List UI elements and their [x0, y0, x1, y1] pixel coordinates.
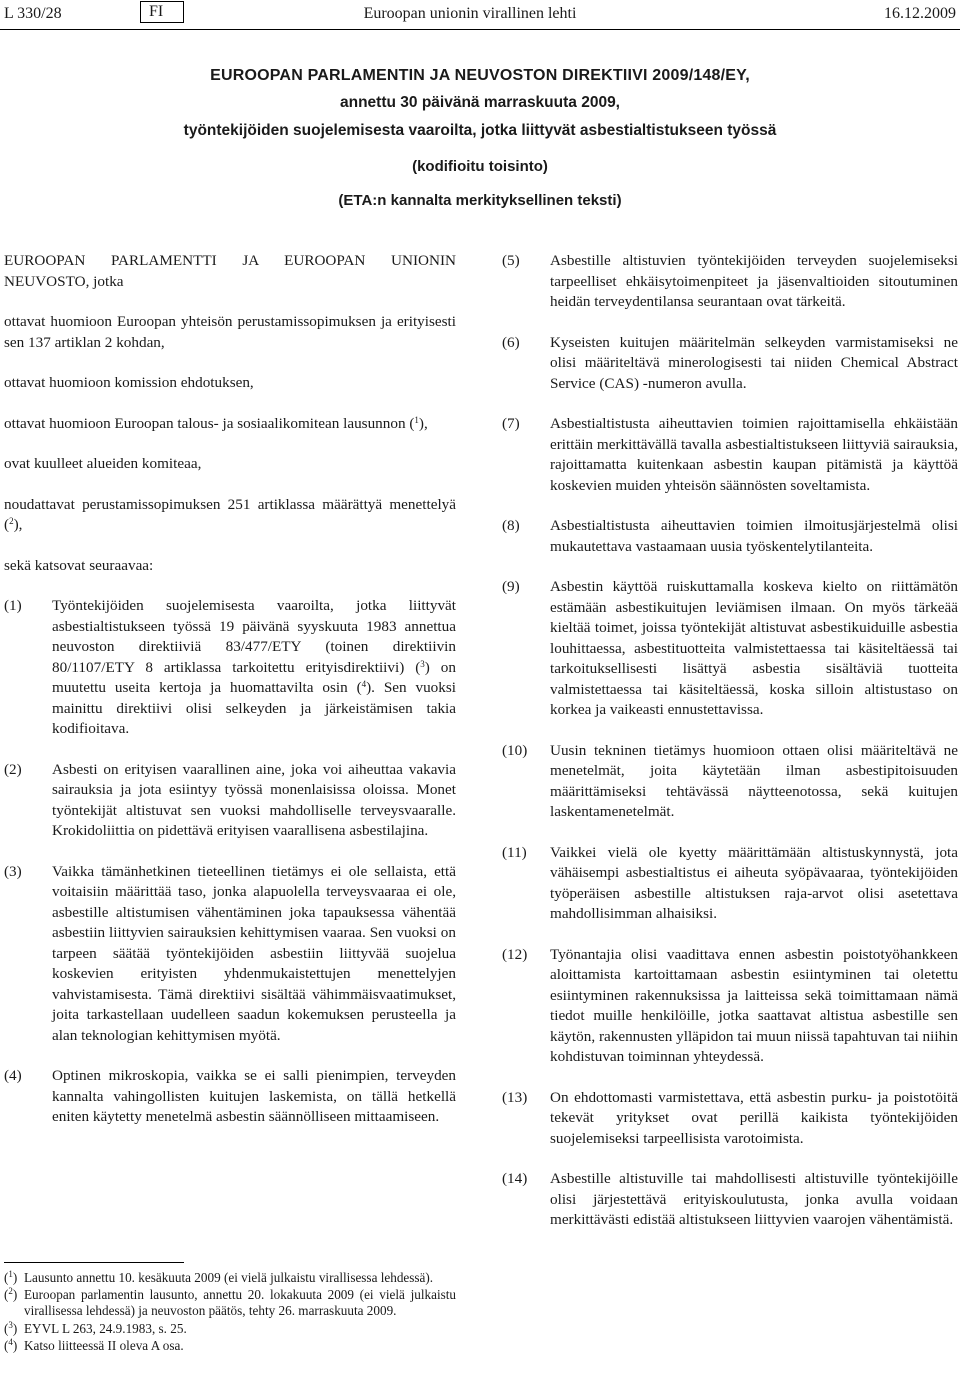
preamble-whereas: sekä katsovat seuraavaa: — [4, 556, 154, 574]
footnote-ref: 4 — [361, 679, 367, 689]
preamble-treaty: ottavat huomioon Euroopan yhteisön perustamissopimuksen ja erityisesti sen 137 artiklan 2 kohdan, — [4, 313, 456, 351]
language-code-box: FI — [140, 1, 184, 23]
recital-text: Kyseisten kuitujen määritelmän selkeyden varmistamiseksi ne olisi määriteltävä minerologisesti tai niiden Chemical Abstract Service (CAS) -numeron avulla. — [550, 333, 958, 392]
journal-header — [0, 0, 960, 30]
recital-number: (3) — [4, 862, 22, 880]
recital-text: Työntekijöiden suojelemisesta vaaroilta, jotka liittyvät asbestialtistukseen työssä 19 päivänä syyskuuta 1983 annettua neuvoston direktiiviä 83/477/ETY (toinen direktiivin 80/1107/ETY 8 artiklassa tarkoitettu erityisdirektiivi) ($^3$) on muutettu useita kertoja ja huomattavilta osin ($^4$). Sen vuoksi mainittu direktiivi olisi selkeyden ja järkeistämisen takia kodifioitava. — [52, 597, 456, 737]
recital-number: (4) — [4, 1067, 22, 1084]
recital-item — [502, 843, 958, 925]
recital-item — [502, 516, 958, 557]
recital-number: (14) — [502, 1170, 528, 1187]
codified-version-note: (kodifioitu toisinto) — [412, 158, 548, 175]
preamble-commission: ottavat huomioon komission ehdotuksen, — [4, 374, 254, 391]
footnote-number: 1 — [8, 1269, 13, 1279]
preamble-institutions: EUROOPAN PARLAMENTTI JA EUROOPAN UNIONIN NEUVOSTO, jotka — [4, 252, 456, 290]
recital-text: Asbestialtistusta aiheuttavien toimien ilmoitusjärjestelmä olisi mukautettava vastaamaan uusia työskentelytilanteita. — [550, 517, 958, 555]
recital-number: (7) — [502, 415, 520, 432]
footnote: ($^3$) EYVL L 263, 24.9.1983, s. 25. — [4, 1321, 456, 1337]
directive-title: EUROOPAN PARLAMENTIN JA NEUVOSTON DIREKTIIVI 2009/148/EY, — [210, 67, 750, 84]
footnote-text: EYVL L 263, 24.9.1983, s. 25. — [24, 1320, 187, 1336]
preamble-procedure: noudattavat perustamissopimuksen 251 artiklassa määrättyä menettelyä ($^2$), — [4, 495, 456, 533]
recital-text: On ehdottomasti varmistettava, että asbestin purku- ja poistotöitä tekevät yritykset ovat perillä kaikista työntekijöiden suojelemiseksi tarpeellisista varotoimista. — [550, 1088, 958, 1147]
recital-item — [4, 1066, 456, 1128]
footnote-number: 3 — [8, 1319, 13, 1330]
preamble-esc-opinion: ottavat huomioon Euroopan talous- ja sosiaalikomitean lausunnon ($^1$), — [4, 414, 428, 432]
directive-date: annettu 30 päivänä marraskuuta 2009, — [340, 94, 620, 111]
recital-number: (12) — [502, 945, 528, 963]
footnote-number: 4 — [8, 1336, 13, 1347]
footnote-text: Lausunto annettu 10. kesäkuuta 2009 (ei vielä julkaistu virallisessa lehdessä). — [24, 1270, 434, 1285]
document-title-block — [0, 64, 960, 215]
eea-relevance-note: (ETA:n kannalta merkityksellinen teksti) — [338, 192, 622, 209]
recital-item — [502, 741, 958, 823]
recital-item — [4, 760, 456, 842]
recital-text: Vaikkei vielä ole kyetty määrittämään altistuskynnystä, jota vähäisempi asbestialtistus ei aiheuta syöpävaaraa, työntekijöiden työperäisen asbestille altistuksen raja-arvot olisi asetettava mahdollisimman alhaisiksi. — [550, 843, 958, 922]
footnote-ref: 2 — [9, 516, 14, 526]
publication-date: 16.12.2009 — [884, 5, 956, 22]
recital-text: Asbesti on erityisen vaarallinen aine, joka voi aiheuttaa vakavia sairauksia ja jota esiintyy työssä monenlaisissa oloissa. Monet työntekijät altistuvat sen vuoksi mahdolliselle terveysvaaralle. Krokidoliittia on pidettävä erityisen vaarallisena asbestilajina. — [52, 760, 456, 839]
right-column — [502, 251, 958, 1251]
recital-number: (10) — [502, 741, 528, 759]
directive-subject: työntekijöiden suojelemisesta vaaroilta, jotka liittyvät asbestialtistukseen työssä — [183, 122, 777, 139]
recital-item — [502, 414, 958, 496]
footnote-ref: 3 — [420, 658, 425, 669]
footnote: ($^4$) Katso liitteessä II oleva A osa. — [4, 1338, 456, 1354]
recital-item — [502, 1088, 958, 1150]
preamble-regions: ovat kuulleet alueiden komiteaa, — [4, 455, 202, 472]
footnote-text: Euroopan parlamentin lausunto, annettu 20. lokakuuta 2009 (ei vielä julkaistu virallisessa lehdessä) ja neuvoston päätös, tehty 26. marraskuuta 2009. — [24, 1287, 456, 1319]
recital-text: Asbestille altistuville tai mahdollisesti altistuville työntekijöille olisi järjestettävä erityiskoulutusta, jonka avulla voidaan merkittävästi edistää altistukseen liittyvien vaarojen vähentämistä. — [550, 1170, 958, 1228]
recital-item — [502, 251, 958, 313]
recital-number: (2) — [4, 760, 22, 778]
recital-item — [502, 945, 958, 1068]
page-reference: L 330/28 — [4, 5, 62, 22]
footnote: ($^2$) Euroopan parlamentin lausunto, annettu 20. lokakuuta 2009 (ei vielä julkaistu virallisessa lehdessä) ja neuvoston päätös, tehty 26. marraskuuta 2009. — [4, 1286, 456, 1319]
footnote-number: 2 — [8, 1286, 13, 1297]
recital-item — [502, 333, 958, 395]
recital-number: (8) — [502, 517, 520, 534]
footnote-separator — [4, 1262, 184, 1263]
recital-number: (5) — [502, 252, 520, 269]
footnote: ($^1$) Lausunto annettu 10. kesäkuuta 2009 (ei vielä julkaistu virallisessa lehdessä). — [4, 1270, 456, 1286]
recital-number: (11) — [502, 843, 527, 861]
recital-item — [4, 596, 456, 740]
recital-number: (9) — [502, 578, 520, 595]
recital-item — [502, 1169, 958, 1231]
recital-text: Työnantajia olisi vaadittava ennen asbestin poistotyöhankkeen aloittamista kartoittamaan asbestin esiintyminen tai oletettu esiintyminen rakennuksissa ja laitteissa sekä toimittamaan nämä tiedot muille henkilöille, jotka saattavat altistua asbestille sen käytön, rakennusten ylläpidon tai muun niissä tapahtuvan tai niihin kohdistuvan toiminnan yhteydessä. — [550, 945, 958, 1065]
footnote-text: Katso liitteessä II oleva A osa. — [24, 1337, 184, 1353]
recital-item — [4, 862, 456, 1047]
recital-text: Asbestille altistuvien työntekijöiden terveyden suojelemiseksi tarpeelliset ehkäisytoimenpiteet ja jäsenvaltioiden sitoutuminen heidän terveydentilansa seurantaan ovat tärkeitä. — [550, 252, 958, 310]
recital-number: (6) — [502, 333, 520, 351]
recital-text: Asbestialtistusta aiheuttavien toimien rajoittamisella ehkäistään erittäin merkittävällä tavalla asbestialtistukseen liittyviä sairauksia, rajoittamatta kuitenkaan asbestin kaupan pitämistä ja käyttöä koskevien muiden yhteisön säännösten soveltamista. — [550, 415, 958, 494]
recital-item — [502, 577, 958, 721]
recital-text: Uusin tekninen tietämys huomioon ottaen olisi määriteltävä ne menetelmät, joita käytetään ilman asbestipitoisuuden määrittämiseksi tehtävässä näytteenotossa, sekä kuitujen laskentamenetelmät. — [550, 741, 958, 820]
footnotes — [4, 1270, 456, 1355]
recital-text: Optinen mikroskopia, vaikka se ei salli pienimpien, terveyden kannalta vahingollisten kuitujen laskemista, on tällä hetkellä eniten käytetty menetelmä asbestin säännölliseen mittaamiseen. — [52, 1067, 456, 1125]
recital-number: (13) — [502, 1088, 528, 1106]
recital-text: Vaikka tämänhetkinen tieteellinen tietämys ei ole sellaista, että voitaisiin määrittää taso, jonka alapuolella terveysvaaraa ei ole, asbestille altistumisen vähentäminen joka tapauksessa vähentää asbestiin liittyvien sairauksien kehittymisen vaaraa. Sen vuoksi on tarpeen säätää työntekijöiden asbestiin liittyvää suojelua koskevien erityisten yhdenmukaistettujen menettelyjen vahvistamisesta. Tämä direktiivi sisältää vähimmäisvaatimukset, joita tarkastellaan uudelleen saadun kokemuksen perusteella ja alan teknologian kehittymisen myötä. — [52, 862, 456, 1044]
journal-title: Euroopan unionin virallinen lehti — [363, 5, 577, 22]
recital-text: Asbestin käyttöä ruiskuttamalla koskeva kielto on riittämätön estämään asbestikuitujen leviämisen ilmaan. On myös tärkeää kieltää toimet, joissa työntekijät altistuvat asbestikuiduille asbestia louhittaessa, asbestituotteita valmistettaessa tai käsiteltäessä tai tarkoituksellisesti lisättyä asbestia sisältäviä tuotteita valmistettaessa tai käsiteltäessä, koska silloin altistustaso on korkea ja vaikeasti ennustettavissa. — [550, 578, 958, 718]
footnote-ref: 1 — [414, 414, 419, 425]
recital-number: (1) — [4, 597, 22, 614]
left-column — [4, 251, 456, 1148]
